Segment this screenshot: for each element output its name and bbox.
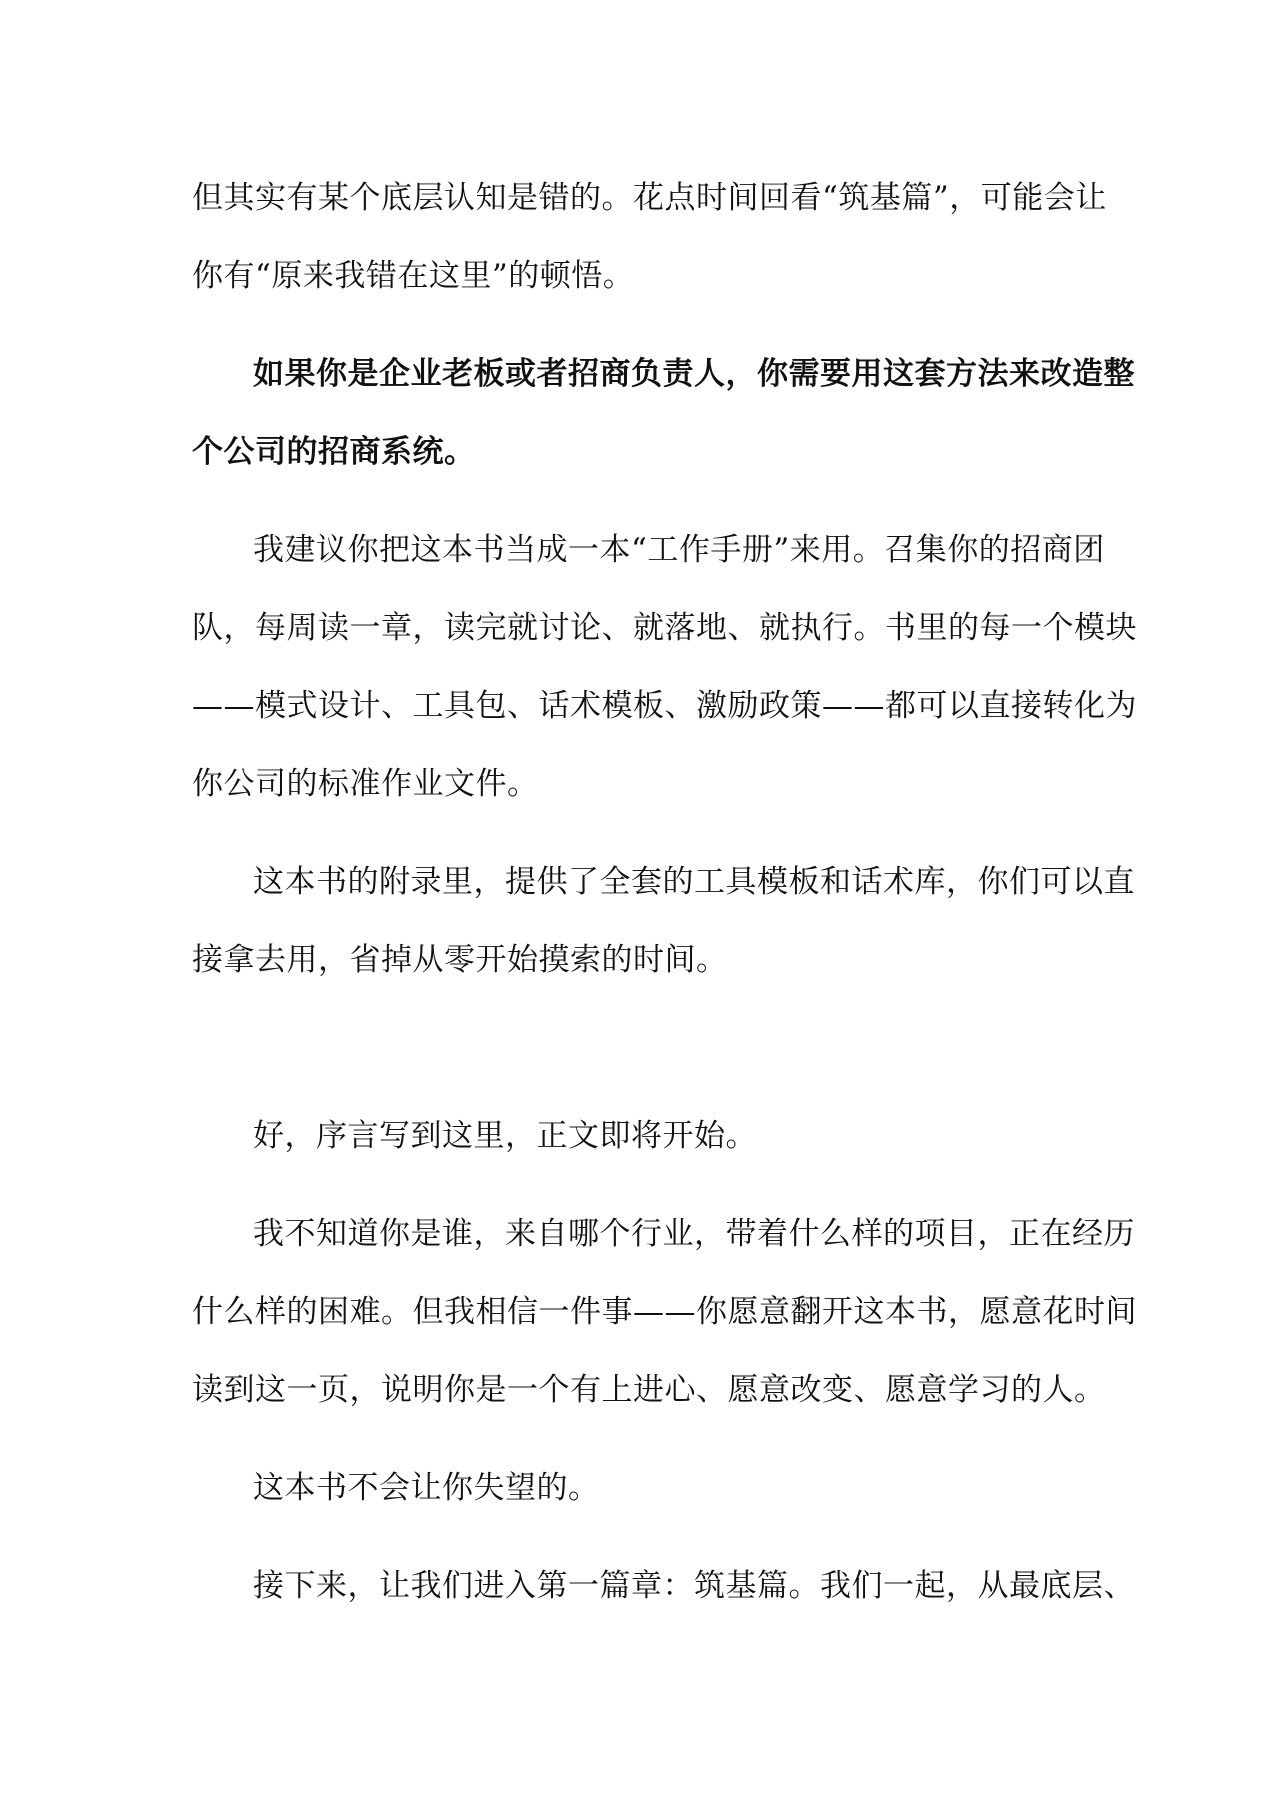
text-line-14: 读到这一页，说明你是一个有上进心、愿意改变、愿意学习的人。: [192, 1372, 1106, 1408]
text-line-12: 我不知道你是谁，来自哪个行业，带着什么样的项目，正在经历: [253, 1216, 1135, 1252]
text-line-1: 但其实有某个底层认知是错的。花点时间回看“筑基篇”，可能会让: [192, 180, 1107, 216]
bold-heading-line-1: 如果你是企业老板或者招商负责人，你需要用这套方法来改造整: [253, 356, 1135, 392]
text-line-16: 接下来，让我们进入第一篇章：筑基篇。我们一起，从最底层、: [253, 1568, 1135, 1604]
text-line-7: ——模式设计、工具包、话术模板、激励政策——都可以直接转化为: [192, 688, 1137, 724]
text-line-10: 接拿去用，省掉从零开始摸索的时间。: [192, 942, 728, 978]
text-line-5: 我建议你把这本书当成一本“工作手册”来用。召集你的招商团: [253, 532, 1105, 568]
text-line-15: 这本书不会让你失望的。: [253, 1470, 600, 1506]
text-line-6: 队，每周读一章，读完就讨论、就落地、就执行。书里的每一个模块: [192, 610, 1137, 646]
text-line-2: 你有“原来我错在这里”的顿悟。: [192, 258, 635, 294]
text-line-13: 什么样的困难。但我相信一件事——你愿意翻开这本书，愿意花时间: [192, 1294, 1137, 1330]
text-line-11: 好，序言写到这里，正文即将开始。: [253, 1118, 757, 1154]
bold-heading-line-2: 个公司的招商系统。: [192, 434, 476, 470]
text-line-8: 你公司的标准作业文件。: [192, 766, 539, 802]
text-line-9: 这本书的附录里，提供了全套的工具模板和话术库，你们可以直: [253, 864, 1135, 900]
